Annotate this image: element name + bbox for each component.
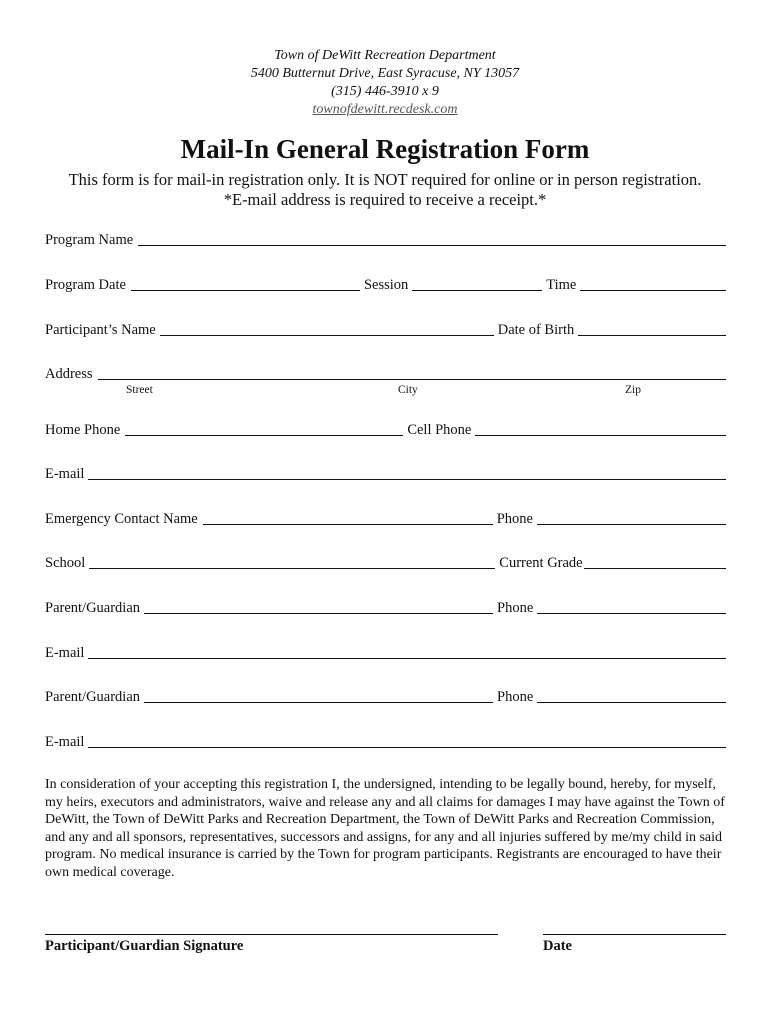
parent-2-field[interactable]: [144, 689, 493, 703]
time-field[interactable]: [580, 277, 726, 291]
emergency-contact-label: Emergency Contact Name: [45, 511, 198, 527]
participant-name-field[interactable]: [160, 322, 494, 336]
parent-2-phone-label: Phone: [497, 689, 534, 705]
intro-text: [0, 170, 770, 210]
city-caption: City: [398, 384, 418, 396]
school-label: School: [45, 555, 86, 571]
street-caption: Street: [126, 384, 153, 396]
time-label: Time: [546, 277, 577, 293]
org-name: Town of DeWitt Recreation Department: [274, 48, 496, 63]
parent-2-email-row: [45, 730, 726, 750]
session-label: Session: [363, 277, 409, 293]
email-field[interactable]: [88, 466, 726, 480]
intro-line-1: This form is for mail-in registration only. It is NOT required for online or in person registration.: [68, 170, 702, 189]
dob-field[interactable]: [578, 322, 726, 336]
parent-2-email-label: E-mail: [45, 734, 85, 750]
address-label: Address: [45, 366, 93, 382]
parent-1-email-label: E-mail: [45, 645, 85, 661]
parent-1-field[interactable]: [144, 600, 493, 614]
emergency-phone-field[interactable]: [537, 511, 726, 525]
zip-caption: Zip: [625, 384, 641, 396]
dob-label: Date of Birth: [497, 322, 575, 338]
date-line[interactable]: [543, 934, 726, 935]
address-row: [45, 362, 726, 382]
letterhead: [0, 47, 770, 119]
home-phone-label: Home Phone: [45, 422, 121, 438]
session-field[interactable]: [412, 277, 542, 291]
parent-2-phone-field[interactable]: [537, 689, 726, 703]
signature-label: Participant/Guardian Signature: [45, 938, 244, 954]
page-title: Mail-In General Registration Form: [180, 134, 590, 164]
parent-2-row: [45, 685, 726, 705]
waiver-text: In consideration of your accepting this registration I, the undersigned, intending to be legally bound, hereby, for myself, my heirs, executors and administrators, waive and release any and all claims for damages I may have against the Town of DeWitt, the Town of DeWitt Parks and Recreation Department, the Town of DeWitt Parks and Recreation Commission, and any and all sponsors, representatives, successors and assigns, for any and all injuries suffered by me/my child in said program. No medical insurance is carried by the Town for program participants. Registrants are encouraged to have their own medical coverage.: [45, 777, 725, 880]
participant-name-label: Participant’s Name: [45, 322, 156, 338]
signature-line[interactable]: [45, 934, 498, 935]
website-link[interactable]: townofdewitt.recdesk.com: [312, 102, 458, 117]
intro-line-2: *E-mail address is required to receive a receipt.*: [223, 190, 547, 209]
program-name-row: [45, 228, 726, 248]
phone-row: [45, 418, 726, 438]
program-name-label: Program Name: [45, 232, 134, 248]
address-field[interactable]: [98, 366, 726, 380]
emergency-contact-field[interactable]: [203, 511, 493, 525]
program-date-row: [45, 273, 726, 293]
grade-field[interactable]: [584, 555, 726, 569]
date-label: Date: [543, 938, 572, 954]
home-phone-field[interactable]: [125, 422, 403, 436]
grade-label: Current Grade: [499, 555, 583, 571]
parent-1-row: [45, 596, 726, 616]
parent-1-email-field[interactable]: [88, 645, 726, 659]
org-phone: (315) 446-3910 x 9: [331, 84, 439, 99]
program-date-label: Program Date: [45, 277, 126, 293]
org-address: 5400 Butternut Drive, East Syracuse, NY 13057: [250, 66, 520, 81]
email-label: E-mail: [45, 466, 85, 482]
emergency-row: [45, 507, 726, 527]
participant-row: [45, 318, 726, 338]
program-name-field[interactable]: [138, 232, 726, 246]
program-date-field[interactable]: [131, 277, 360, 291]
parent-1-email-row: [45, 641, 726, 661]
cell-phone-field[interactable]: [475, 422, 726, 436]
email-row: [45, 462, 726, 482]
parent-2-label: Parent/Guardian: [45, 689, 141, 705]
emergency-phone-label: Phone: [496, 511, 533, 527]
parent-1-phone-label: Phone: [497, 600, 534, 616]
parent-2-email-field[interactable]: [88, 734, 726, 748]
cell-phone-label: Cell Phone: [407, 422, 472, 438]
parent-1-phone-field[interactable]: [537, 600, 726, 614]
school-row: [45, 551, 726, 571]
parent-1-label: Parent/Guardian: [45, 600, 141, 616]
school-field[interactable]: [89, 555, 495, 569]
